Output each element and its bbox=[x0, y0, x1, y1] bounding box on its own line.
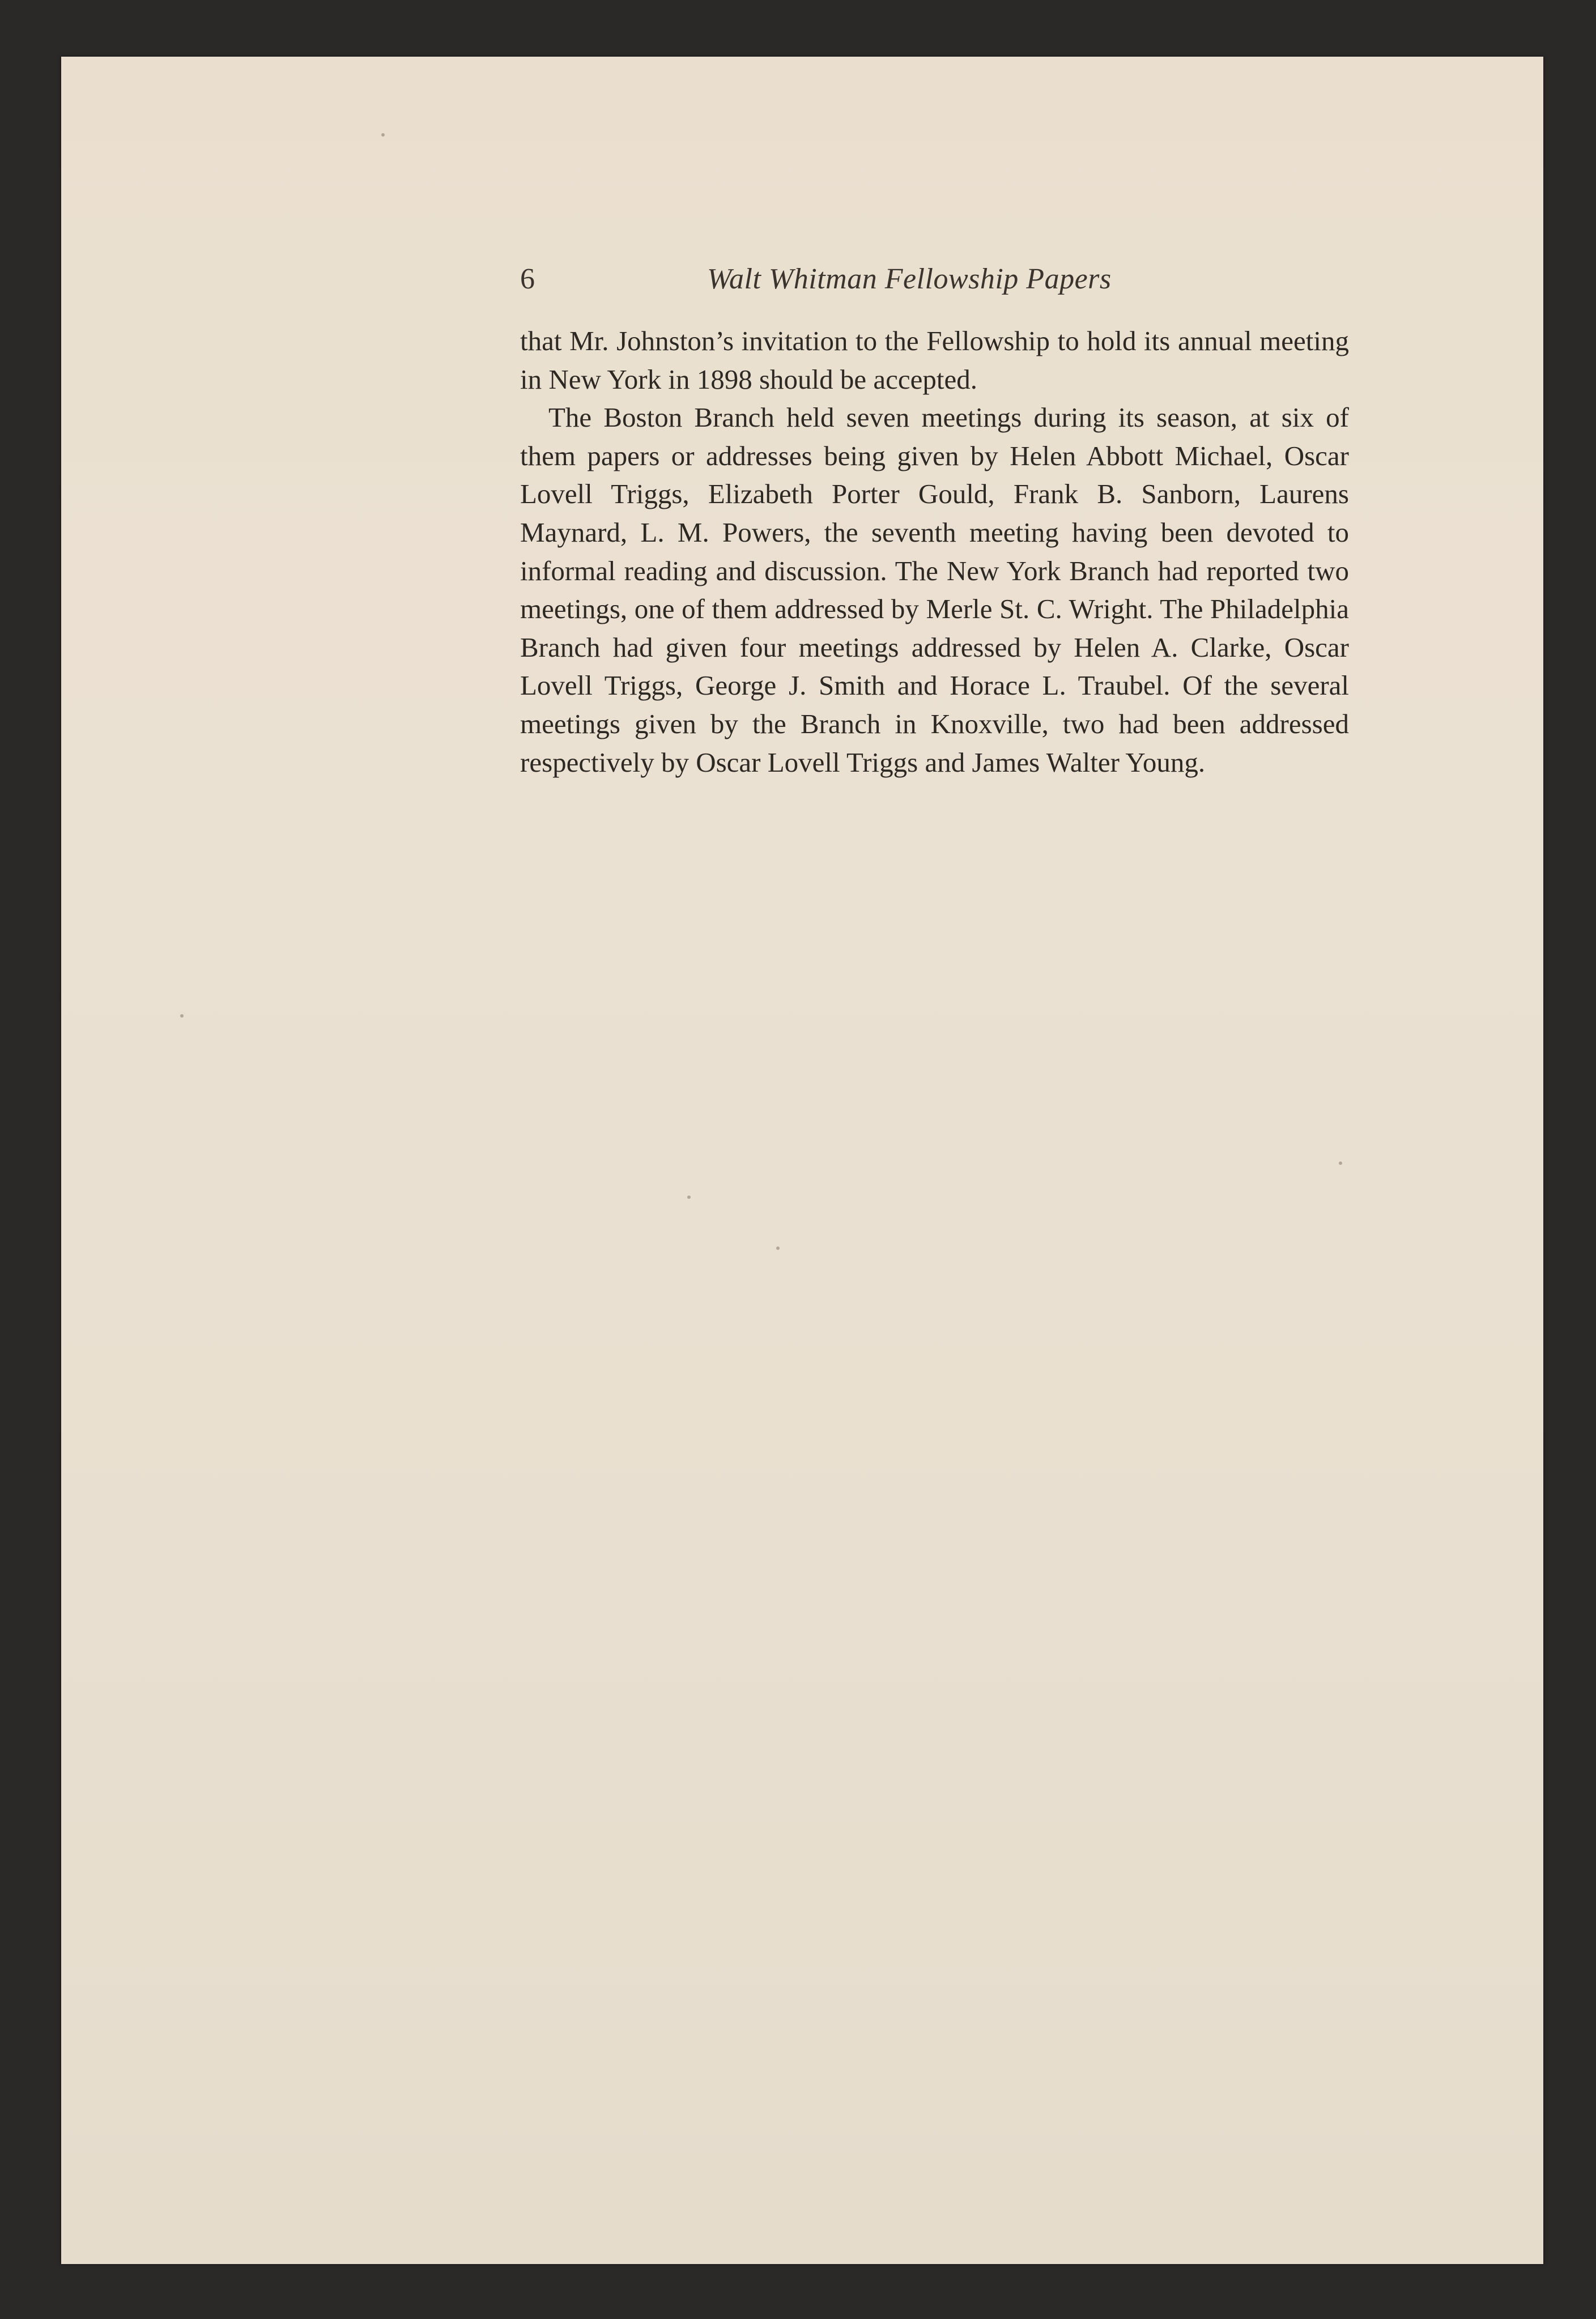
paper-speck bbox=[381, 133, 385, 137]
paragraph-2: The Boston Branch held seven meetings during its season, at six of them papers or addresses being given by Helen Abbott Michael, Oscar Lovell Triggs, Elizabeth Porter Gould, Frank B. Sanborn, Laurens Maynard, L. M. Powers, the seventh meeting having been devoted to informal reading and discussion. The New York Branch had reported two meetings, one of them addressed by Merle St. C. Wright. The Philadelphia Branch had given four meetings addressed by Helen A. Clarke, Oscar Lovell Triggs, George J. Smith and Horace L. Traubel. Of the several meetings given by the Branch in Knoxville, two had been addressed respectively by Oscar Lovell Triggs and James Walter Young. bbox=[520, 402, 1349, 778]
page-number: 6 bbox=[520, 263, 535, 295]
paper-speck bbox=[180, 1014, 184, 1018]
paragraph-1: that Mr. Johnston’s invitation to the Fellowship to hold its annual meeting in New York in 1898 should be accepted. bbox=[520, 325, 1349, 395]
paper-speck bbox=[687, 1195, 691, 1199]
body-text bbox=[520, 322, 1349, 781]
paper-speck bbox=[1339, 1161, 1342, 1165]
running-head bbox=[520, 259, 1347, 299]
running-title: Walt Whitman Fellowship Papers bbox=[707, 263, 1112, 295]
paper-speck bbox=[776, 1246, 780, 1250]
